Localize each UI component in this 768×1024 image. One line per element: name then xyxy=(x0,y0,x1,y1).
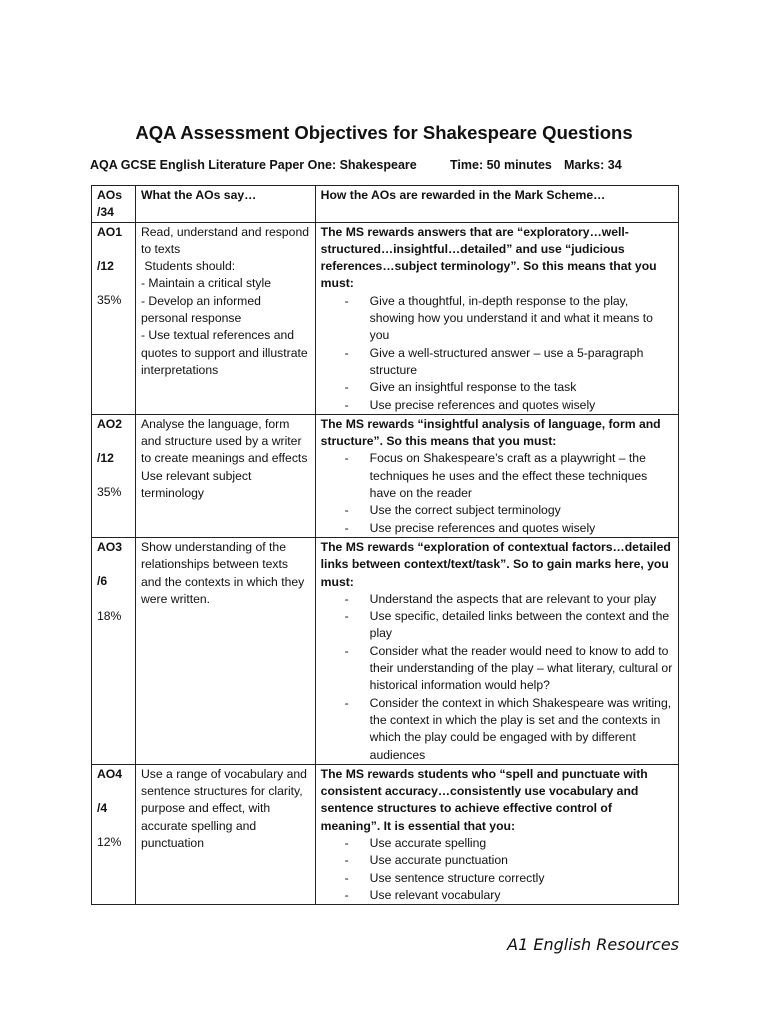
ao-percent: 12% xyxy=(97,835,122,850)
ao-marks: /4 xyxy=(97,801,108,816)
ao-how-intro: The MS rewards answers that are “exploratory…well-structured…insightful…detailed” and use “judicious references…subject terminology”. So this means that you must: xyxy=(320,224,657,291)
ao-how-cell xyxy=(315,764,678,904)
ao-what-line: Analyse the language, form and structure used by a writer to create meanings and effects xyxy=(140,416,308,466)
table-row xyxy=(92,414,679,537)
subheading xyxy=(90,158,622,172)
ao-what-cell xyxy=(135,537,315,764)
ao-what-line: - Develop an informed personal response xyxy=(140,293,265,326)
list-item: - Give an insightful response to the task xyxy=(321,379,673,396)
table-row xyxy=(92,222,679,414)
ao-how-cell xyxy=(315,537,678,764)
assessment-objectives-table xyxy=(91,185,679,905)
ao-marks: /12 xyxy=(97,258,114,273)
ao-how-list xyxy=(321,450,673,536)
ao-what-cell xyxy=(135,414,315,537)
list-item: - Focus on Shakespeare’s craft as a playwright – the techniques he uses and the effect these techniques have on the reader xyxy=(321,450,673,502)
ao-what-cell xyxy=(135,764,315,904)
list-item: - Use specific, detailed links between the context and the play xyxy=(321,608,673,643)
ao-cell xyxy=(92,414,136,537)
total-marks: Marks: 34 xyxy=(564,158,622,172)
ao-percent: 35% xyxy=(97,293,122,308)
list-item: - Use precise references and quotes wisely xyxy=(321,397,673,414)
ao-cell xyxy=(92,222,136,414)
ao-how-list xyxy=(321,591,673,764)
list-item: - Use the correct subject terminology xyxy=(321,502,673,519)
ao-what-cell xyxy=(135,222,315,414)
ao-what-line: Show understanding of the relationships between texts and the contexts in which they were written. xyxy=(140,539,308,606)
paper-name: AQA GCSE English Literature Paper One: Shakespeare xyxy=(90,158,417,172)
ao-cell xyxy=(92,764,136,904)
ao-what-line: Students should: xyxy=(140,259,236,274)
ao-what-line: - Use textual references and quotes to support and illustrate interpretations xyxy=(140,328,312,377)
ao-how-intro: The MS rewards students who “spell and punctuate with consistent accuracy…consistently use vocabulary and sentence structures to achieve effective control of meaning”. It is essential that you: xyxy=(320,766,648,833)
list-item: - Give a thoughtful, in-depth response to the play, showing how you understand it and what it means to you xyxy=(321,293,673,345)
list-item: - Use precise references and quotes wisely xyxy=(321,520,673,537)
page-title: AQA Assessment Objectives for Shakespeare Questions xyxy=(135,122,633,143)
table-header-row xyxy=(92,186,679,223)
ao-id: AO4 xyxy=(97,766,123,781)
table-row xyxy=(92,764,679,904)
ao-percent: 35% xyxy=(97,485,122,500)
list-item: - Understand the aspects that are relevant to your play xyxy=(321,591,673,608)
ao-how-list xyxy=(321,293,673,414)
ao-id: AO1 xyxy=(97,224,123,239)
header-aos-label: AOs xyxy=(97,188,123,202)
ao-marks: /12 xyxy=(97,451,114,466)
ao-how-cell xyxy=(315,414,678,537)
list-item: - Use sentence structure correctly xyxy=(321,870,673,887)
header-aos-total: /34 xyxy=(97,205,114,220)
ao-what-line: Read, understand and respond to texts xyxy=(140,224,313,256)
list-item: - Use relevant vocabulary xyxy=(321,887,673,904)
header-how: How the AOs are rewarded in the Mark Scheme… xyxy=(315,186,678,223)
ao-how-cell xyxy=(315,222,678,414)
ao-how-intro: The MS rewards “exploration of contextual factors…detailed links between context/text/task”. So to gain marks here, you must: xyxy=(320,539,671,589)
footer-brand: A1 English Resources xyxy=(507,935,679,954)
list-item: - Use accurate spelling xyxy=(321,835,673,852)
list-item: - Consider the context in which Shakespeare was writing, the context in which the play is set and the contexts in which the play could be engaged with by different audiences xyxy=(321,695,673,764)
time-allowed: Time: 50 minutes xyxy=(450,158,552,172)
list-item: - Use accurate punctuation xyxy=(321,852,673,869)
ao-what-line: - Maintain a critical style xyxy=(140,276,272,291)
ao-id: AO2 xyxy=(97,416,123,431)
ao-what-line: Use relevant subject terminology xyxy=(140,468,255,501)
ao-how-list xyxy=(321,835,673,904)
header-what: What the AOs say… xyxy=(135,186,315,223)
list-item: - Give a well-structured answer – use a 5-paragraph structure xyxy=(321,345,673,380)
ao-cell xyxy=(92,537,136,764)
header-aos xyxy=(92,186,136,223)
list-item: - Consider what the reader would need to know to add to their understanding of the play – what literary, cultural or historical information would help? xyxy=(321,643,673,695)
table-row xyxy=(92,537,679,764)
ao-what-line: Use a range of vocabulary and sentence structures for clarity, purpose and effect, with accurate spelling and punctuation xyxy=(140,766,311,850)
ao-percent: 18% xyxy=(97,608,122,623)
ao-id: AO3 xyxy=(97,539,123,554)
ao-how-intro: The MS rewards “insightful analysis of language, form and structure”. So this means that you must: xyxy=(320,416,661,449)
ao-marks: /6 xyxy=(97,574,108,589)
